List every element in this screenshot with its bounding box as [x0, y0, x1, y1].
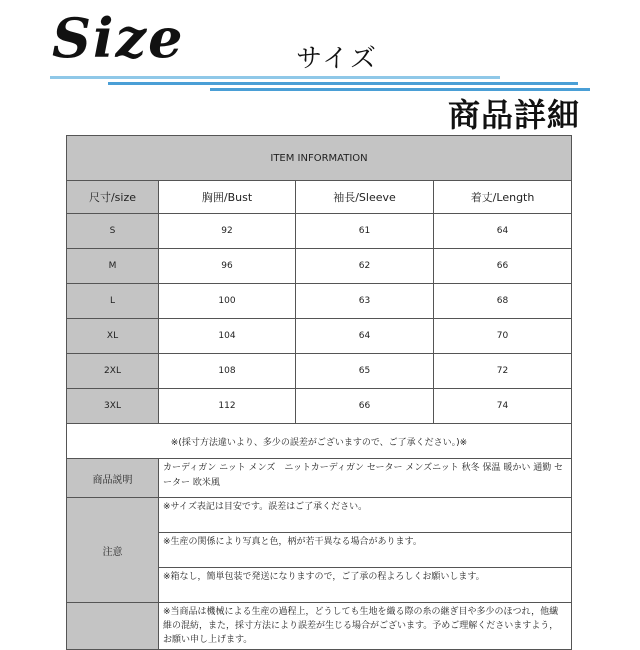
length-cell: 68 [434, 284, 572, 319]
sleeve-cell: 65 [296, 354, 434, 389]
table-caption: ITEM INFORMATION [67, 136, 572, 181]
size-katakana-title: サイズ [296, 44, 378, 74]
size-cell: 3XL [67, 389, 159, 424]
sleeve-cell: 62 [296, 249, 434, 284]
decorative-line [50, 76, 500, 79]
length-cell: 74 [434, 389, 572, 424]
length-cell: 66 [434, 249, 572, 284]
size-table [66, 135, 572, 650]
size-cell: 2XL [67, 354, 159, 389]
sleeve-cell: 63 [296, 284, 434, 319]
description-text: カーディガン ニット メンズ ニットカーディガン セーター メンズニット 秋冬 保温 暖かい 通勤 セーター 欧米風 [159, 459, 572, 498]
sleeve-cell: 66 [296, 389, 434, 424]
sleeve-cell: 61 [296, 214, 434, 249]
sleeve-cell: 64 [296, 319, 434, 354]
bust-cell: 100 [159, 284, 296, 319]
column-header-bust: 胸囲/Bust [159, 181, 296, 214]
caution-item: ※当商品は機械による生産の過程上，どうしても生地を織る際の糸の継ぎ目や多少のほつれ，他繊維の混紡，また，採寸方法により誤差が生じる場合がございます。予めご理解くださいますよう，お願い申し上げます。 [159, 603, 572, 650]
caution-item: ※生産の関係により写真と色，柄が若干異なる場合があります。 [159, 533, 572, 568]
measurement-note: ※(採寸方法違いより、多少の誤差がございますので、ご了承ください。)※ [67, 424, 572, 459]
bust-cell: 92 [159, 214, 296, 249]
length-cell: 64 [434, 214, 572, 249]
caution-label: 注意 [67, 498, 159, 603]
product-detail-title: 商品詳細 [448, 96, 581, 134]
decorative-line [108, 82, 578, 85]
column-header-sleeve: 袖長/Sleeve [296, 181, 434, 214]
size-cell: S [67, 214, 159, 249]
bust-cell: 112 [159, 389, 296, 424]
bust-cell: 108 [159, 354, 296, 389]
size-cell: M [67, 249, 159, 284]
caution-label-continued [67, 603, 159, 650]
bust-cell: 96 [159, 249, 296, 284]
table-row [67, 389, 572, 424]
size-cell: XL [67, 319, 159, 354]
table-row [67, 354, 572, 389]
caution-item: ※箱なし，簡単包装で発送になりますので，ご了承の程よろしくお願いします。 [159, 568, 572, 603]
table-row [67, 249, 572, 284]
table-row [67, 319, 572, 354]
table-row [67, 214, 572, 249]
column-header-length: 着丈/Length [434, 181, 572, 214]
length-cell: 72 [434, 354, 572, 389]
description-label: 商品説明 [67, 459, 159, 498]
column-header-size: 尺寸/size [67, 181, 159, 214]
bust-cell: 104 [159, 319, 296, 354]
table-row [67, 284, 572, 319]
caution-item: ※サイズ表記は目安です。誤差はご了承ください。 [159, 498, 572, 533]
size-logo: Size [52, 6, 185, 70]
length-cell: 70 [434, 319, 572, 354]
size-cell: L [67, 284, 159, 319]
